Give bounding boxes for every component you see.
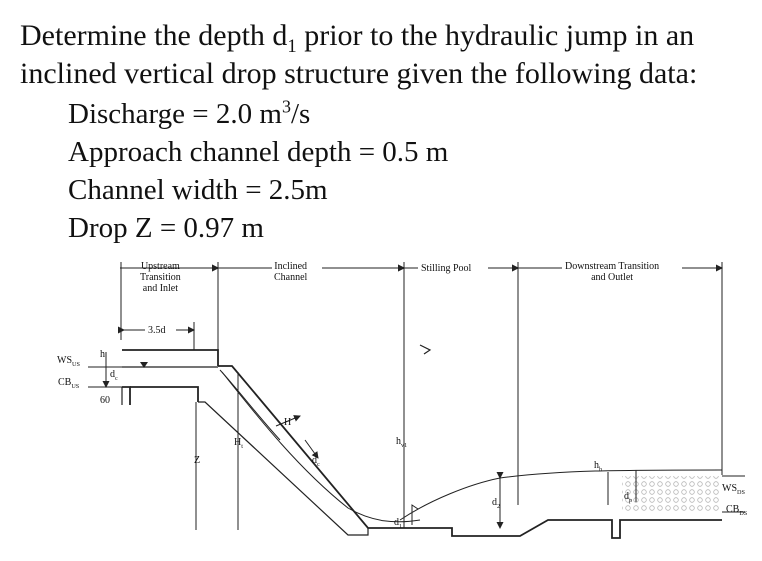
ws-us-text: WS — [57, 355, 72, 366]
cb-us-label — [58, 378, 79, 388]
hv1-sub: v1 — [401, 442, 408, 449]
hb-label — [594, 461, 602, 471]
ws-ds-label — [722, 484, 745, 494]
d1-sub: 1 — [399, 523, 403, 530]
label-and-inlet: and Inlet — [142, 283, 179, 294]
sixty-label: 60 — [100, 395, 110, 406]
label-transition: Transition — [140, 272, 181, 283]
dc-diag-text: d — [312, 455, 317, 466]
label-inclined: Inclined — [274, 261, 308, 272]
d1-label — [394, 518, 402, 528]
question-subscript: 1 — [287, 36, 297, 57]
ws-ds-text: WS — [722, 483, 737, 494]
label-downstream-transition: Downstream Transition — [565, 261, 660, 272]
zone-upstream-label — [140, 261, 181, 294]
ws-ds-sub: DS — [737, 489, 745, 496]
riprap-area — [622, 476, 720, 512]
dp-sub: p — [629, 497, 633, 504]
dc-text: d — [110, 369, 115, 380]
zone-inclined-label — [274, 261, 307, 283]
channel-width-line: Channel width = 2.5m — [68, 174, 328, 206]
dc-diag-label — [312, 456, 320, 466]
cb-us-sub: US — [71, 383, 80, 390]
hb-text: h — [594, 460, 599, 471]
cb-ds-sub: DS — [739, 510, 748, 517]
drop-line: Drop Z = 0.97 m — [68, 212, 264, 244]
cb-ds-label — [726, 505, 747, 515]
dp-text: d — [624, 491, 629, 502]
d1-text: d — [394, 517, 399, 528]
question-text-cont: prior to the hydraulic jump in an — [296, 19, 695, 52]
wave-marker — [420, 345, 430, 354]
hv1-text: h — [396, 436, 401, 447]
zone-downstream-label — [565, 261, 659, 283]
question-line-2: inclined vertical drop structure given the following data: — [20, 57, 698, 90]
inner-surface — [220, 370, 280, 440]
channel-bed — [218, 366, 722, 538]
dc-sub: c — [115, 375, 118, 382]
zone-stilling-pool-label: Stilling Pool — [421, 263, 472, 274]
cb-ds-text: CB — [726, 504, 740, 515]
inlet-top — [122, 350, 218, 366]
ht-text: H — [234, 437, 242, 448]
approach-depth-line: Approach channel depth = 0.5 m — [68, 136, 449, 168]
dp-label — [624, 492, 632, 502]
h-small-label: h — [100, 349, 105, 360]
upstream-floor — [122, 387, 130, 405]
hb-sub: b — [599, 466, 603, 473]
label-channel: Channel — [274, 272, 308, 283]
d2-label — [492, 498, 500, 508]
hv1-label — [396, 437, 407, 447]
d2-sub: 2 — [497, 503, 501, 510]
label-and-outlet: and Outlet — [591, 272, 634, 283]
dim-3-5d-label: 3.5d — [148, 325, 166, 336]
h-diag-label: H — [284, 417, 292, 428]
dc-diag-sub: c — [317, 461, 320, 468]
discharge-superscript: 3 — [281, 96, 291, 117]
inclined-underside — [198, 402, 368, 535]
z-label: Z — [194, 455, 201, 466]
ht-sub: t — [241, 443, 243, 450]
cb-us-text: CB — [58, 377, 72, 388]
d2-text: d — [492, 497, 497, 508]
question-text: Determine the depth d — [20, 19, 288, 52]
label-upstream: Upstream — [140, 261, 180, 272]
discharge-unit: /s — [290, 98, 311, 130]
ws-us-label — [57, 356, 80, 366]
ht-label — [234, 438, 243, 448]
supercritical-surface — [222, 372, 420, 522]
d1-marker — [412, 505, 418, 525]
inlet-floor — [130, 387, 198, 402]
ws-us-sub: US — [72, 361, 80, 368]
discharge-text: Discharge = 2.0 m — [68, 98, 282, 130]
dc-label — [110, 370, 118, 380]
